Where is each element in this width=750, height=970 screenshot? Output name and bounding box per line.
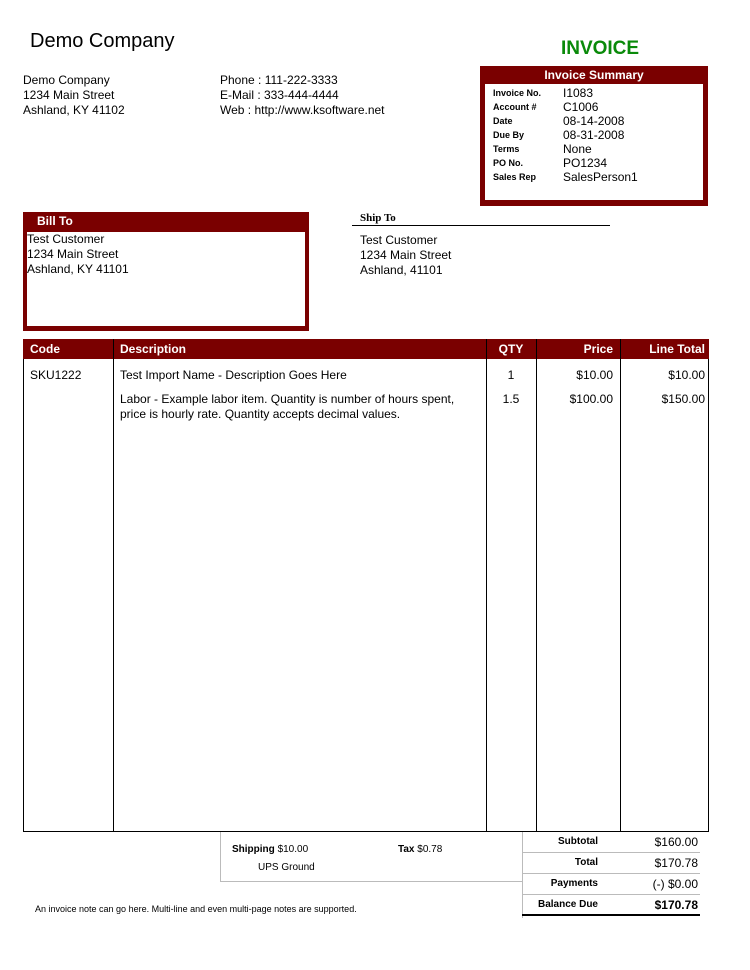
ship-to-address: [360, 233, 451, 278]
company-address-line: Ashland, KY 41102: [23, 103, 125, 117]
company-email: E-Mail : 333-444-4444: [220, 88, 339, 102]
company-address-line: 1234 Main Street: [23, 88, 115, 102]
summary-value: I1083: [563, 86, 594, 100]
summary-label: PO No.: [493, 158, 524, 168]
bill-to-address: [27, 232, 305, 326]
column-divider: [620, 339, 621, 832]
bill-to-box: [23, 212, 309, 331]
row-description: Test Import Name - Description Goes Here: [120, 368, 347, 382]
summary-value: C1006: [563, 100, 599, 114]
ship-to-line: Ashland, 41101: [360, 263, 443, 277]
column-header-line-total: Line Total: [649, 342, 705, 356]
row-line-total: $10.00: [668, 368, 705, 382]
table-header: [23, 339, 709, 359]
ship-to-line: Test Customer: [360, 233, 438, 247]
bill-to-line: 1234 Main Street: [27, 247, 119, 261]
balance-due-row: [522, 895, 700, 916]
payments-row: [522, 874, 700, 895]
row-code: SKU1222: [30, 368, 82, 382]
bill-to-header: Bill To: [37, 214, 73, 228]
subtotal-row: [522, 832, 700, 853]
column-divider: [536, 339, 537, 832]
column-header-description: Description: [120, 342, 187, 356]
row-description-line: Labor - Example labor item. Quantity is number of hours spent,: [120, 392, 455, 406]
column-header-qty: QTY: [498, 342, 524, 356]
payments-value: (-) $0.00: [652, 877, 698, 891]
shipping-method: UPS Ground: [258, 862, 315, 873]
column-header-price: Price: [583, 342, 613, 356]
ship-to-line: 1234 Main Street: [360, 248, 452, 262]
summary-label: Invoice No.: [493, 88, 542, 98]
company-web: Web : http://www.ksoftware.net: [220, 103, 385, 117]
tax-info: [398, 844, 442, 855]
summary-value: 08-31-2008: [563, 128, 625, 142]
company-contact: [220, 73, 385, 118]
invoice-summary-header: Invoice Summary: [544, 68, 644, 82]
total-value: $170.78: [654, 856, 698, 870]
tax-label: Tax: [398, 844, 415, 855]
row-price: $100.00: [569, 392, 613, 406]
invoice-summary-body: [485, 84, 703, 200]
balance-due-label: Balance Due: [537, 899, 598, 910]
row-price: $10.00: [576, 368, 613, 382]
company-phone: Phone : 111-222-3333: [220, 73, 338, 87]
company-title: Demo Company: [30, 30, 175, 52]
row-description-line: price is hourly rate. Quantity accepts decimal values.: [120, 407, 401, 421]
column-divider: [486, 339, 487, 832]
column-divider: [113, 339, 114, 832]
column-header-code: Code: [30, 342, 60, 356]
summary-value: PO1234: [563, 156, 608, 170]
invoice-note: An invoice note can go here. Multi-line and even multi-page notes are supported.: [35, 904, 357, 914]
shipping-info: [232, 844, 308, 855]
invoice-summary-box: [480, 66, 708, 206]
summary-value: 08-14-2008: [563, 114, 625, 128]
subtotal-label: Subtotal: [558, 836, 598, 847]
payments-label: Payments: [550, 878, 598, 889]
balance-due-value: $170.78: [654, 898, 698, 912]
shipping-tax-box: [220, 832, 522, 882]
company-address-line: Demo Company: [23, 73, 110, 87]
summary-value: None: [563, 142, 592, 156]
summary-label: Date: [493, 116, 513, 126]
tax-value: $0.78: [417, 844, 443, 855]
invoice-title: INVOICE: [560, 38, 640, 59]
total-row: [522, 853, 700, 874]
subtotal-value: $160.00: [654, 835, 698, 849]
summary-label: Sales Rep: [493, 172, 537, 182]
row-description: [120, 392, 454, 422]
summary-label: Terms: [493, 144, 520, 154]
company-address: [23, 73, 125, 118]
shipping-value: $10.00: [277, 844, 309, 855]
bill-to-line: Test Customer: [27, 232, 105, 246]
summary-label: Account #: [493, 102, 537, 112]
shipping-label: Shipping: [232, 844, 275, 855]
total-label: Total: [574, 857, 598, 868]
row-qty: 1: [507, 368, 515, 382]
ship-to-header: Ship To: [352, 212, 610, 226]
row-qty: 1.5: [502, 392, 520, 406]
row-line-total: $150.00: [661, 392, 705, 406]
summary-label: Due By: [493, 130, 525, 140]
summary-value: SalesPerson1: [563, 170, 638, 184]
bill-to-line: Ashland, KY 41101: [27, 262, 129, 276]
